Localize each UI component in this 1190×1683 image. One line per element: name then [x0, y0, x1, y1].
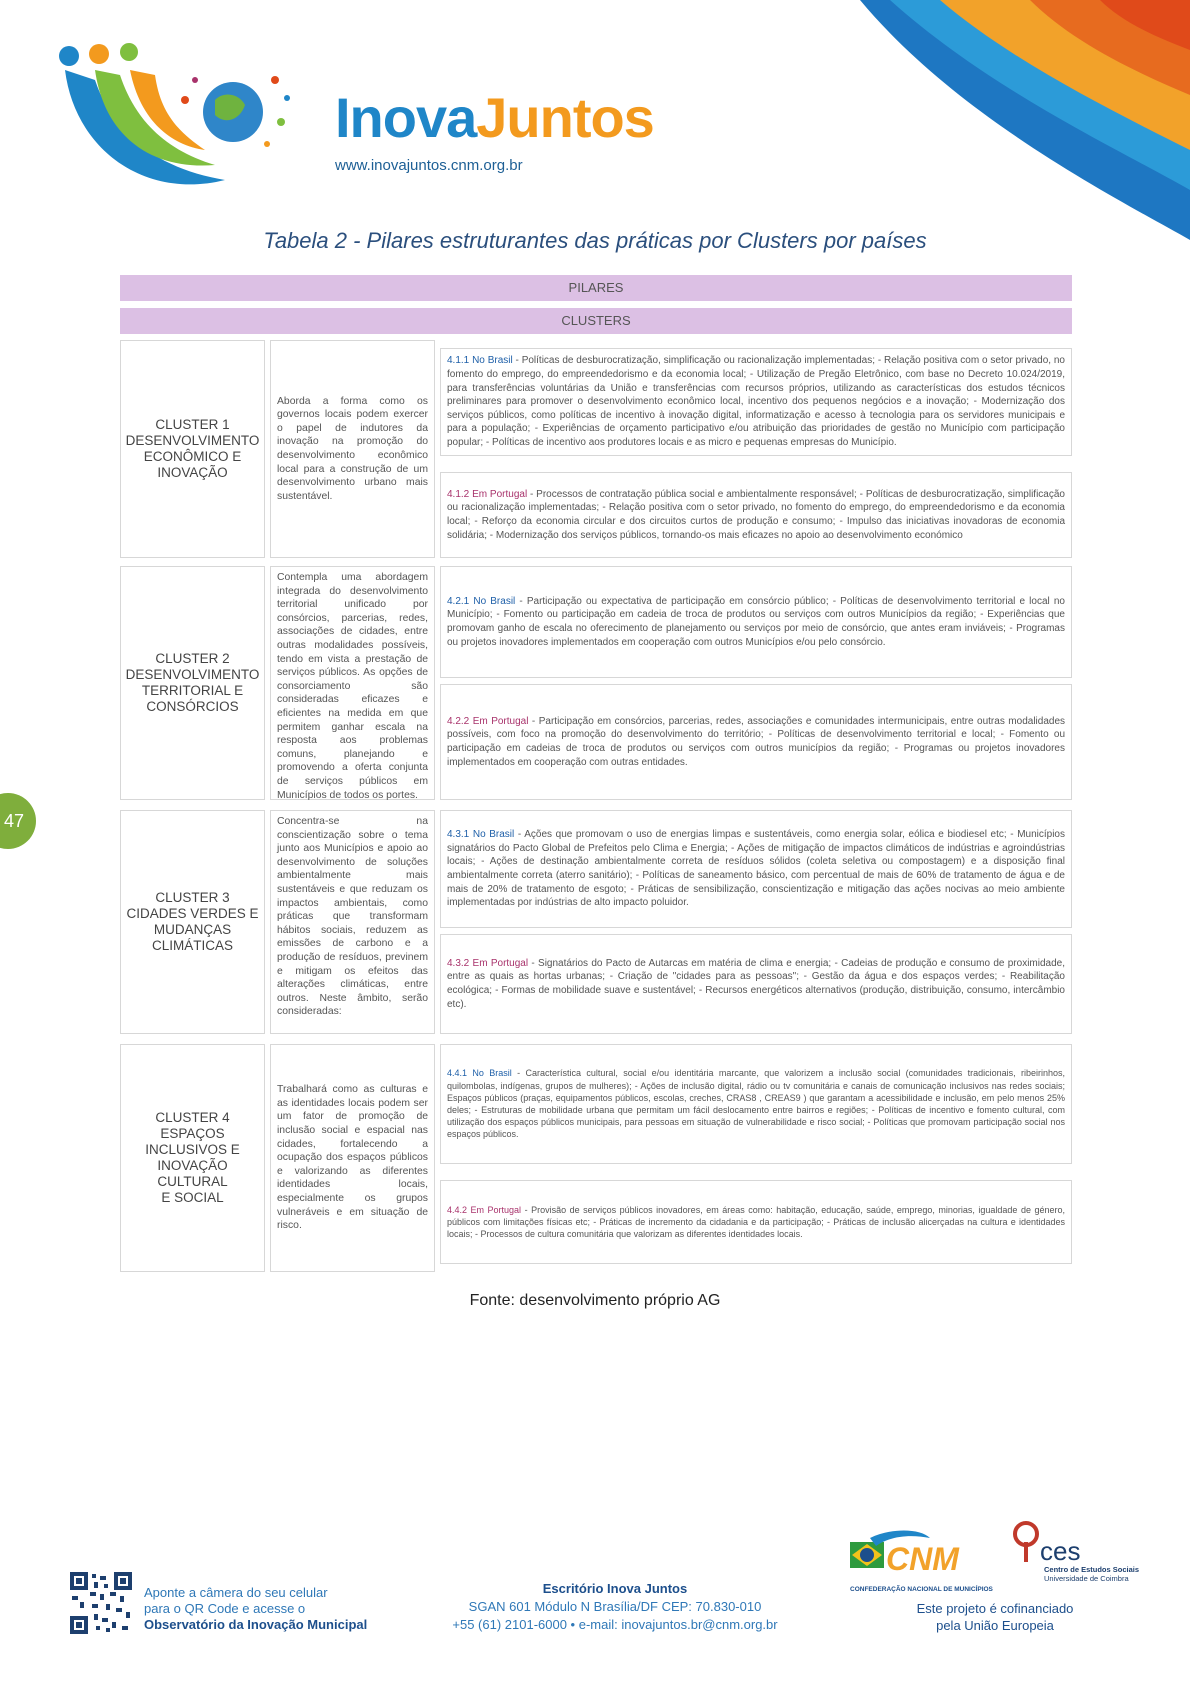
cnm-logo-icon	[850, 1528, 985, 1588]
cluster-2-brazil-practices	[440, 566, 1072, 678]
cluster-1-portugal-text: - Processos de contratação pública social e ambientalmente responsável; - Políticas de desburocratização, simplificação ou racionalização implementadas; - Relação positiva com o setor privado, no fomento do emprego, do empreendedorismo e da economia local; - Reforço da economia circular e dos circuitos curtos de produção e consumo; - Impulso das iniciativas inovadoras de economia solidária; - Modernização dos serviços públicos, tornando-os mais eficazes no apoio ao desenvolvimento económico	[447, 488, 1065, 541]
cluster-4-description: Trabalhará como as culturas e as identidades locais podem ser um fator de promoção de inclusão social e espacial nas cidades, fortalecendo a ocupação dos espaços públicos e valorizando as diferentes identidades locais, especialmente os grupos vulneráveis e em situação de risco.	[270, 1044, 435, 1272]
page-number-badge: 47	[0, 793, 36, 849]
cluster-3-name: CLUSTER 3 CIDADES VERDES E MUDANÇAS CLIMÁTICAS	[120, 810, 265, 1034]
inovajuntos-logo-icon	[55, 40, 315, 200]
cluster-1-portugal-ref: 4.1.2 Em Portugal	[447, 488, 528, 500]
qr-code-icon[interactable]	[70, 1572, 132, 1634]
table-source: Fonte: desenvolvimento próprio AG	[469, 1292, 721, 1309]
cluster-2-portugal-practices	[440, 684, 1072, 800]
cluster-3-description: Concentra-se na conscientização sobre o tema junto aos Municípios e apoio ao desenvolvimento de soluções ambientalmente mais sustentáveis e que reduzam os impactos ambientais, como práticas que transformam hábitos sociais, reduzem as emissões de carbono e a produção de resíduos, previnem e mitigam os efeitos das alterações climáticas, entre outros. Neste âmbito, serão consideradas:	[270, 810, 435, 1034]
qr-line-1: Aponte a câmera do seu celular	[144, 1585, 328, 1600]
office-contact: +55 (61) 2101-6000 • e-mail: inovajuntos.br@cnm.org.br	[452, 1617, 778, 1632]
brand-wordmark	[335, 88, 654, 148]
eu-line-1: Este projeto é cofinanciado	[916, 1601, 1074, 1616]
cluster-1-name: CLUSTER 1 DESENVOLVIMENTO ECONÔMICO E INOVAÇÃO	[120, 340, 265, 558]
svg-text:Centro de Estudos Sociais: Centro de Estudos Sociais	[1044, 1565, 1140, 1574]
pilares-header: PILARES	[120, 275, 1072, 301]
cluster-2-portugal-ref: 4.2.2 Em Portugal	[447, 715, 529, 727]
cluster-3-brazil-ref: 4.3.1 No Brasil	[447, 829, 515, 841]
table-caption: Tabela 2 - Pilares estruturantes das práticas por Clusters por países	[263, 228, 927, 253]
office-address: SGAN 601 Módulo N Brasília/DF CEP: 70.830-010	[468, 1599, 762, 1614]
cluster-4-name: CLUSTER 4 ESPAÇOS INCLUSIVOS E INOVAÇÃO CULTURAL E SOCIAL	[120, 1044, 265, 1272]
svg-text:ces: ces	[1040, 1536, 1081, 1566]
cluster-1-portugal-practices	[440, 472, 1072, 558]
cluster-4-brazil-practices	[440, 1044, 1072, 1164]
cluster-4-portugal-ref: 4.4.2 Em Portugal	[447, 1204, 522, 1215]
cnm-subtitle: CONFEDERAÇÃO NACIONAL DE MUNICÍPIOS	[850, 1586, 993, 1593]
cluster-1-brazil-practices	[440, 348, 1072, 456]
cluster-2-brazil-text: - Participação ou expectativa de participação em consórcio público; - Políticas de desenvolvimento territorial e local no Município; - Fomento ou participação em cadeia de troca de produtos ou serviços com outros Municípios da região; - Experiências que promovam ganho de escala no oferecimento de planejamento ou serviços por meio de consórcio, que antes eram inviáveis; - Programas ou projetos inovadores implementados em cooperação com outros Municípios e/ou pelo consórcio.	[447, 595, 1065, 648]
cluster-1-brazil-text: - Políticas de desburocratização, simplificação ou racionalização implementadas; - Relação positiva com o setor privado, no fomento do emprego, do empreendedorismo e da economia local; - Utilização de Pregão Eletrônico, com base no Decreto 10.024/2019, para transferências voluntárias da União e transferências com recursos próprios, utilizando as características dos estudos técnicos preliminares para promover o desenvolvimento econômico local, incentivo dos pequenos negócios e a inovação; - Modernização dos serviços públicos, como políticas de incentivo à inovação digital, informatização e acesso à tecnologia para os servidores municipais e para a população; - Experiências de orçamento participativo e/ou atribuição das prioridades de gestão no Município com participação popular; - Políticas de incentivo aos produtores locais e as micro e pequenas empresas do Município.	[447, 355, 1065, 448]
cluster-1-description: Aborda a forma como os governos locais podem exercer o papel de indutores da inovação na promoção do desenvolvimento econômico local para a construção de um desenvolvimento urbano mais sustentável.	[270, 340, 435, 558]
qr-line-3: Observatório da Inovação Municipal	[144, 1617, 368, 1632]
ces-logo-icon	[1010, 1520, 1140, 1590]
svg-text:Universidade de Coimbra: Universidade de Coimbra	[1044, 1574, 1129, 1583]
cluster-2-brazil-ref: 4.2.1 No Brasil	[447, 595, 516, 607]
cluster-4-portugal-practices	[440, 1180, 1072, 1264]
eu-line-2: pela União Europeia	[936, 1618, 1054, 1633]
office-title: Escritório Inova Juntos	[542, 1581, 688, 1596]
cluster-2-portugal-text: - Participação em consórcios, parcerias, redes, associações e comunidades intermunicipais, entre outras modalidades possíveis, com foco na promoção do desenvolvimento do território; - Políticas de desenvolvimento territorial e local; - Fomento ou participação em cadeias de troca de produtos ou serviços com outros municípios da região; - Programas ou projetos inovadores implementados em cooperação com outras entidades.	[447, 715, 1066, 768]
brand-part2: Juntos	[476, 86, 654, 149]
svg-text:CNM: CNM	[886, 1541, 959, 1577]
cluster-3-portugal-text: - Signatários do Pacto de Autarcas em matéria de clima e energia; - Cadeias de produção e consumo de proximidade, entre as quais as hortas urbanas; - Criação de "cidades para as pessoas"; - Gestão da água e dos espaços verdes; - Reabilitação ecológica; - Formas de mobilidade suave e sustentável; - Recursos energéticos alternativos (produção, distribuição, consumo, intercâmbio etc).	[447, 957, 1065, 1010]
cluster-2-name: CLUSTER 2 DESENVOLVIMENTO TERRITORIAL E CONSÓRCIOS	[120, 566, 265, 800]
brand-part1: Inova	[335, 86, 477, 149]
cluster-3-brazil-practices	[440, 810, 1072, 928]
office-info	[430, 1580, 800, 1634]
cluster-4-brazil-text: - Característica cultural, social e/ou identitária marcante, que valorizem a inclusão social (comunidades tradicionais, ribeirinhos, quilombolas, indígenas, grupos de mulheres); - Ações de inclusão digital, rádio ou tv comunitária e canais de comunicação inclusivos nas redes sociais; Espaços públicos (praças, equipamentos públicos, escolas, creches, CRAS8 , CREAS9 ) que garantam a acessibilidade e inclusão, em pelo menos 25% deles; - Estruturas de mobilidade urbana que permitam um fácil deslocamento entre bairros e regiões; - Políticas de incentivo e fomento cultural, com utilização dos espaços públicos municipais, para pessoas em situação de vulnerabilidade e risco social; - Políticas que promovam participação social nos espaços públicos.	[447, 1068, 1065, 1140]
cluster-2-description: Contempla uma abordagem integrada do desenvolvimento territorial unificado por consórcios, parcerias, redes, associações de cidades, entre outras modalidades possíveis, tendo em vista a prestação de serviços públicos. As opções de consorciamento são consideradas eficazes e eficientes na medida em que permitem ganhar escala na resposta aos problemas comuns, planejando e promovendo a oferta conjunta de serviços públicos em Municípios de todos os portes.	[270, 566, 435, 800]
cluster-3-brazil-text: - Ações que promovam o uso de energias limpas e sustentáveis, como energia solar, eólica e biodiesel etc; - Municípios signatários do Pacto Global de Prefeitos pelo Clima e Energia; - Ações de mitigação de impactos climáticos de indústrias e agroindústrias locais; - Ações de destinação ambientalmente correta de resíduos sólidos (coleta seletiva ou compostagem) e a disposição final ambientalmente correta (aterro sanitário); - Políticas de saneamento básico, com percentual de mais de 60% de tratamento de água e de mais de 20% de tratamento de esgoto; - Práticas de sensibilização, conscientização e mitigação das ações nocivas ao meio ambiente implementadas por indústrias de alto impacto poluidor.	[447, 829, 1065, 909]
qr-instructions	[144, 1585, 367, 1633]
eu-cofinancing-note	[905, 1600, 1085, 1634]
cluster-3-portugal-ref: 4.3.2 Em Portugal	[447, 957, 529, 969]
cluster-1-brazil-ref: 4.1.1 No Brasil	[447, 355, 513, 367]
clusters-header: CLUSTERS	[120, 308, 1072, 334]
cluster-3-portugal-practices	[440, 934, 1072, 1034]
cluster-4-portugal-text: - Provisão de serviços públicos inovadores, em áreas como: habitação, educação, saúde, emprego, minorias, igualdade de género, públicos com limitações físicas etc; - Práticas de incremento da cidadania e da participação; - Práticas de inclusão alicerçadas na cultura e identidades locais; - Processos de cultura comunitária que valorizam as diferentes identidades locais.	[447, 1204, 1065, 1240]
qr-line-2: para o QR Code e acesse o	[144, 1601, 306, 1616]
site-url[interactable]: www.inovajuntos.cnm.org.br	[335, 157, 523, 174]
cluster-4-brazil-ref: 4.4.1 No Brasil	[447, 1068, 512, 1079]
